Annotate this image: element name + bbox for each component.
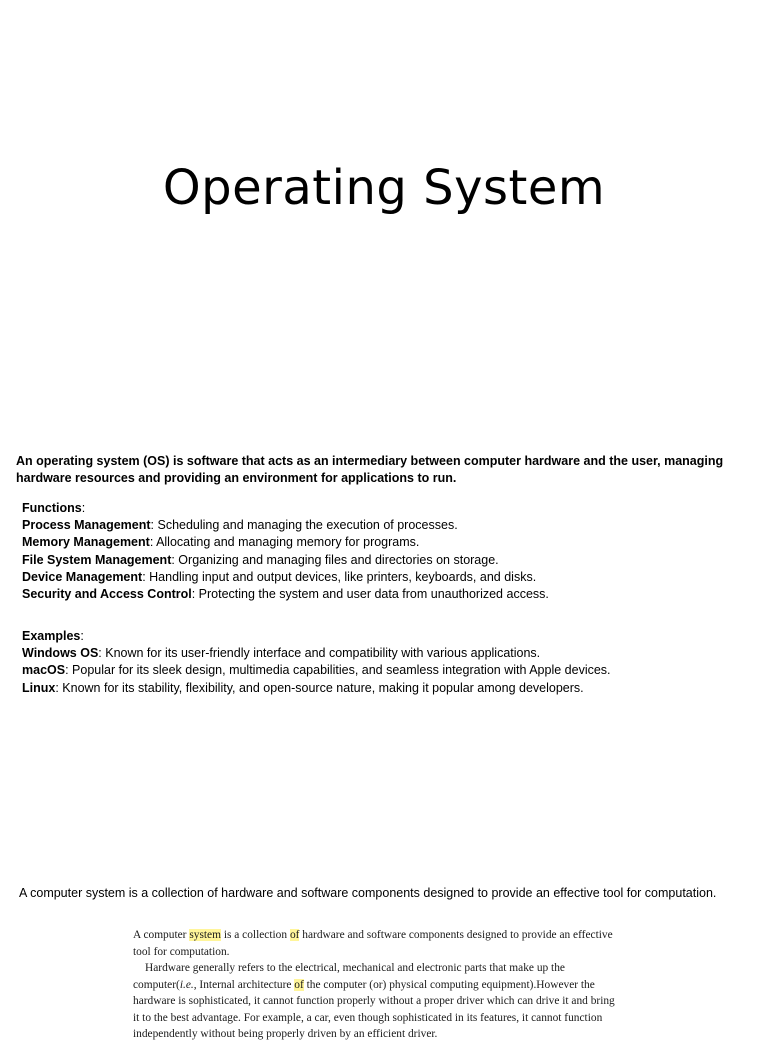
list-item bbox=[22, 586, 752, 603]
function-desc: : Protecting the system and user data from unauthorized access. bbox=[191, 587, 549, 602]
highlight: of bbox=[294, 978, 304, 991]
functions-heading: Functions bbox=[22, 501, 82, 515]
example-term: Linux bbox=[22, 680, 56, 695]
function-desc: : Allocating and managing memory for programs. bbox=[149, 535, 420, 550]
function-term: File System Management bbox=[22, 552, 172, 567]
example-term: Windows OS bbox=[22, 646, 99, 661]
examples-section bbox=[22, 628, 752, 697]
example-desc: : Known for its stability, flexibility, and open-source nature, making it popular among developers. bbox=[55, 680, 584, 695]
function-term: Memory Management bbox=[22, 535, 150, 550]
example-desc: : Known for its user-friendly interface and compatibility with various applications. bbox=[98, 646, 541, 661]
examples-heading-line: Examples: bbox=[22, 629, 84, 643]
excerpt-paragraph-1: A computer system is a collection of hardware and software components designed to provide an effective tool for computation. bbox=[133, 929, 613, 958]
page-title: Operating System bbox=[162, 160, 606, 216]
list-item bbox=[22, 662, 752, 679]
highlight: system bbox=[189, 929, 221, 941]
function-desc: : Scheduling and managing the execution of processes. bbox=[150, 518, 458, 533]
highlight: of bbox=[289, 929, 300, 941]
excerpt-paragraph-2: Hardware generally refers to the electrical, mechanical and electronic parts that make up the computer(i.e., Internal architecture of the computer (or) physical computing equipment).However the hardware is sophisticated, it cannot function properly without a proper driver which can drive it and bring it to the best advantage. For example, a car, even though sophisticated in its features, it cannot function independently without being properly driven by an efficient driver. bbox=[133, 962, 615, 1040]
function-term: Process Management bbox=[22, 518, 151, 533]
scanned-excerpt-image bbox=[133, 927, 618, 1040]
example-desc: : Popular for its sleek design, multimedia capabilities, and seamless integration with Apple devices. bbox=[65, 663, 611, 678]
examples-heading: Examples bbox=[22, 629, 81, 643]
list-item bbox=[22, 517, 752, 534]
function-desc: : Organizing and managing files and directories on storage. bbox=[171, 552, 499, 567]
function-term: Security and Access Control bbox=[22, 587, 192, 602]
list-item bbox=[22, 680, 752, 697]
list-item bbox=[22, 552, 752, 569]
summary-paragraph: A computer system is a collection of hardware and software components designed to provide an effective tool for computation. bbox=[19, 886, 717, 900]
functions-section bbox=[22, 500, 752, 603]
example-term: macOS bbox=[22, 663, 66, 678]
intro-paragraph: An operating system (OS) is software that acts as an intermediary between computer hardware and the user, managing hardware resources and providing an environment for applications to run. bbox=[16, 454, 724, 485]
list-item bbox=[22, 534, 752, 551]
function-desc: : Handling input and output devices, like printers, keyboards, and disks. bbox=[142, 569, 537, 584]
function-term: Device Management bbox=[22, 569, 143, 584]
list-item bbox=[22, 645, 752, 662]
list-item bbox=[22, 569, 752, 586]
functions-heading-line: Functions: bbox=[22, 501, 86, 515]
